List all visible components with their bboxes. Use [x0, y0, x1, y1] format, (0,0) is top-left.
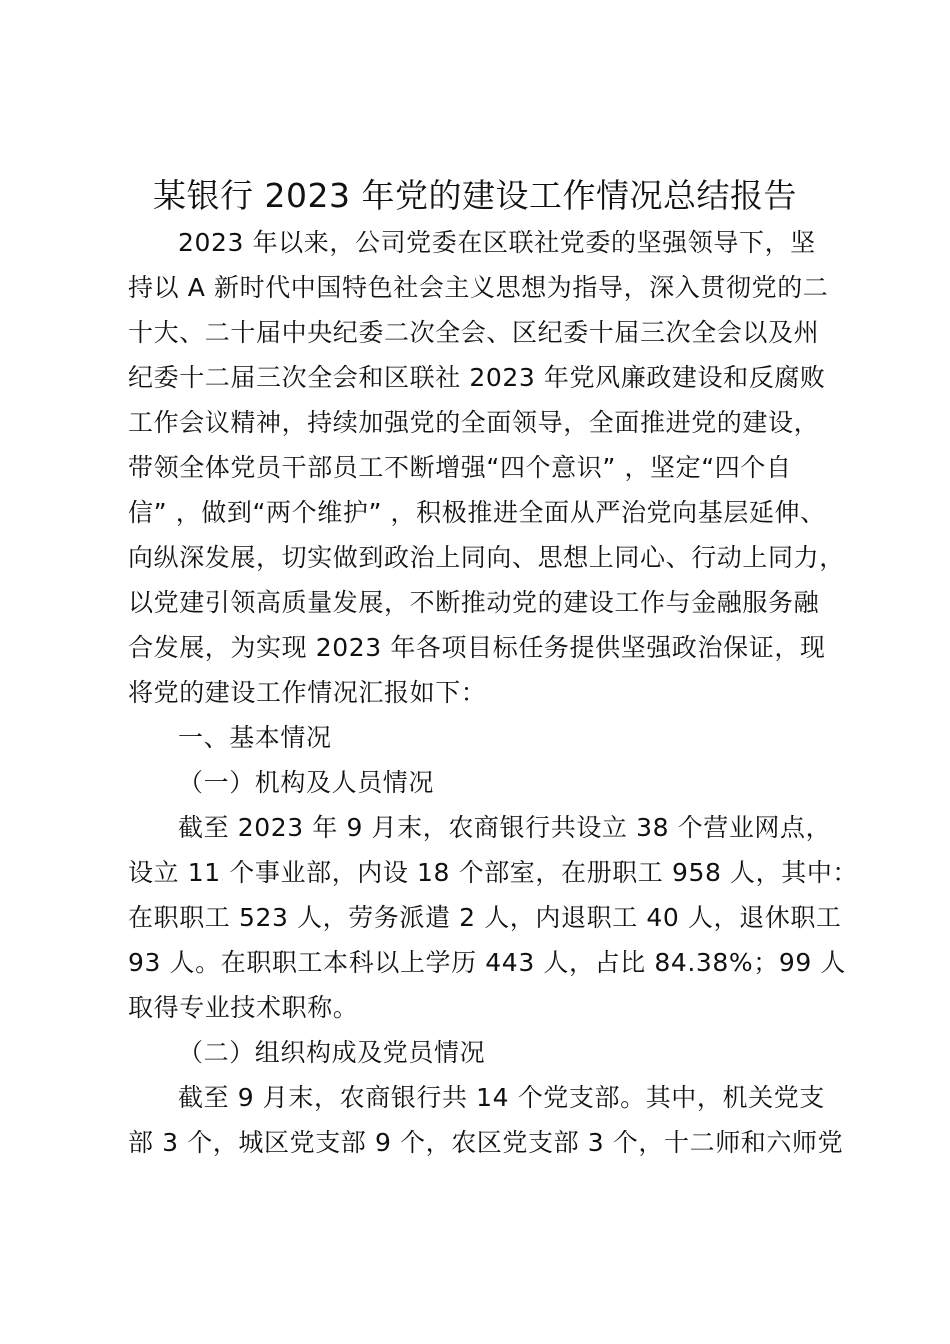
document-title: 某银行 2023 年党的建设工作情况总结报告: [153, 176, 797, 215]
paragraph-line: 截至 2023 年 9 月末，农商银行共设立 38 个营业网点，: [178, 813, 832, 842]
subsection-heading: （二）组织构成及党员情况: [178, 1038, 486, 1067]
paragraph-line: 部 3 个，城区党支部 9 个，农区党支部 3 个，十二师和六师党: [128, 1128, 844, 1157]
paragraph-line: 持以 A 新时代中国特色社会主义思想为指导，深入贯彻党的二: [128, 273, 829, 302]
paragraph-line: 带领全体党员干部员工不断增强“四个意识” ，坚定“四个自: [128, 453, 792, 482]
section-heading: 一、基本情况: [178, 723, 332, 752]
paragraph-line: 2023 年以来，公司党委在区联社党委的坚强领导下，坚: [178, 228, 816, 257]
paragraph-line: 向纵深发展，切实做到政治上同向、思想上同心、行动上同力，: [128, 543, 845, 572]
paragraph-line: 纪委十二届三次全会和区联社 2023 年党风廉政建设和反腐败: [128, 363, 826, 392]
paragraph-line: 设立 11 个事业部，内设 18 个部室，在册职工 958 人，其中：: [128, 858, 859, 887]
paragraph-line: 93 人。在职职工本科以上学历 443 人，占比 84.38%；99 人: [128, 948, 847, 977]
paragraph-line: 截至 9 月末，农商银行共 14 个党支部。其中，机关党支: [178, 1083, 825, 1112]
paragraph-line: 十大、二十届中央纪委二次全会、区纪委十届三次全会以及州: [128, 318, 820, 347]
paragraph-line: 信” ，做到“两个维护” ，积极推进全面从严治党向基层延伸、: [128, 498, 826, 527]
paragraph-line: 合发展，为实现 2023 年各项目标任务提供坚强政治保证，现: [128, 633, 826, 662]
paragraph-line: 取得专业技术职称。: [128, 993, 359, 1022]
paragraph-line: 将党的建设工作情况汇报如下：: [128, 678, 487, 707]
paragraph-line: 在职职工 523 人，劳务派遣 2 人，内退职工 40 人，退休职工: [128, 903, 842, 932]
paragraph-line: 工作会议精神，持续加强党的全面领导，全面推进党的建设，: [128, 408, 820, 437]
subsection-heading: （一）机构及人员情况: [178, 768, 435, 797]
paragraph-line: 以党建引领高质量发展，不断推动党的建设工作与金融服务融: [128, 588, 820, 617]
